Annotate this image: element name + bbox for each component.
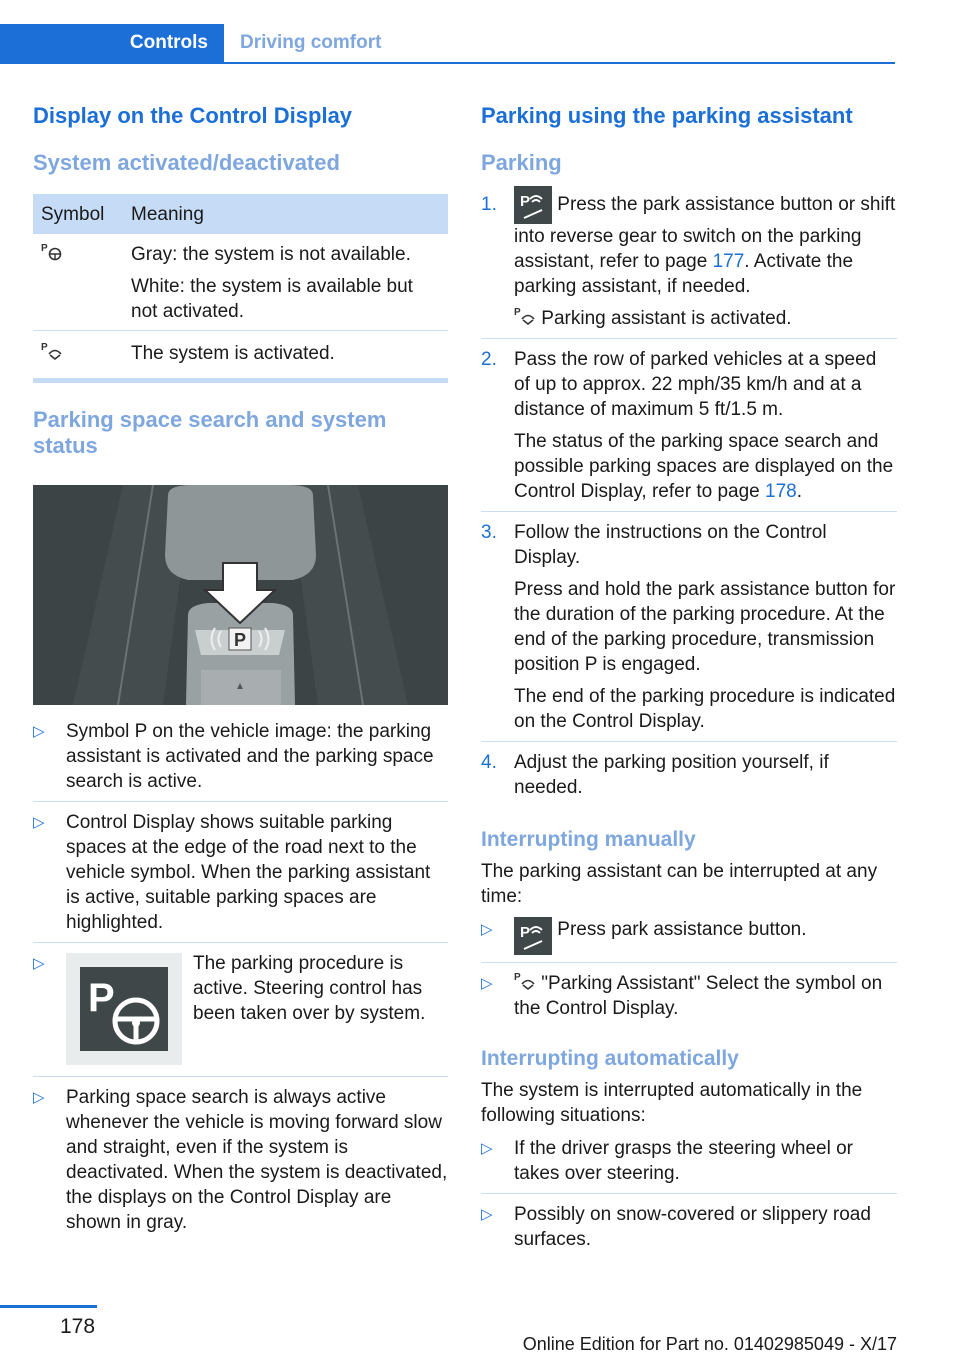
triangle-bullet-icon: ▷ bbox=[33, 955, 45, 972]
svg-text:P: P bbox=[514, 307, 521, 318]
steering-wheel-p-icon bbox=[66, 953, 182, 1065]
col-meaning-header: Meaning bbox=[123, 194, 448, 234]
page-link-177[interactable]: 177 bbox=[712, 251, 745, 272]
page-link-178[interactable]: 178 bbox=[765, 481, 797, 502]
list-item: 1. P Press the park assistance button or shift into reverse gear to switch on the parking assistant, refer to page 177. Activate the parking assistant, if needed. P Parking assistant is activated. bbox=[481, 192, 897, 339]
svg-text:P: P bbox=[88, 976, 115, 1020]
edition-footer: Online Edition for Part no. 01402985049 - X/17 bbox=[522, 1334, 897, 1354]
triangle-bullet-icon: ▷ bbox=[33, 723, 45, 740]
manual-bullet-list bbox=[481, 917, 897, 1028]
parking-search-illustration bbox=[33, 485, 448, 705]
tab-driving-comfort[interactable]: Driving comfort bbox=[240, 32, 382, 53]
page-number: 178 bbox=[60, 1315, 96, 1338]
triangle-bullet-icon: ▷ bbox=[33, 1089, 45, 1106]
park-assist-button-icon bbox=[514, 186, 552, 224]
parking-assistant-active-icon bbox=[41, 341, 63, 361]
subsection-title-interrupt-manual: Interrupting manually bbox=[481, 828, 696, 851]
auto-bullet-list bbox=[481, 1136, 897, 1259]
list-item: ▷ Parking space search is always active whenever the vehicle is moving forward slow and straight, even if the system is deactivated. When the system is deactivated, the displays on the Control Display are shown in gray. bbox=[33, 1087, 448, 1233]
parking-procedure-symbol bbox=[66, 953, 182, 1065]
triangle-bullet-icon: ▷ bbox=[481, 975, 493, 992]
section-title-display: Display on the Control Display bbox=[33, 103, 353, 128]
col-symbol-header: Symbol bbox=[33, 194, 123, 234]
list-item: 3. Follow the instructions on the Control Display. Press and hold the park assistance button for the duration of the parking procedure. At the end of the parking procedure, transmission position P is engaged. The end of the parking procedure is indicated on the Control Display. bbox=[481, 520, 897, 742]
list-item bbox=[33, 951, 448, 1077]
table-row bbox=[33, 331, 448, 379]
parking-steps bbox=[481, 192, 897, 807]
parking-assistant-gray-icon bbox=[41, 242, 63, 262]
tab-controls[interactable]: Controls bbox=[0, 24, 224, 62]
meaning-activated: The system is activated. bbox=[131, 343, 335, 364]
parking-assistant-active-icon bbox=[514, 971, 536, 991]
triangle-bullet-icon: ▷ bbox=[481, 921, 493, 938]
list-item: ▷ Symbol P on the vehicle image: the parking assistant is activated and the parking space search is active. bbox=[33, 719, 448, 802]
svg-text:P: P bbox=[520, 193, 531, 210]
table-bottom-rule bbox=[33, 378, 448, 383]
list-item: ▷ Control Display shows suitable parking spaces at the edge of the road next to the vehicle symbol. When the parking assistant is active, suitable parking spaces are highlighted. bbox=[33, 810, 448, 943]
triangle-bullet-icon: ▷ bbox=[481, 1140, 493, 1157]
chapter-tabs bbox=[0, 24, 895, 64]
status-bullet-list bbox=[33, 719, 448, 1242]
subsection-title-activated: System activated/deactivated bbox=[33, 150, 340, 175]
parking-assistant-active-icon bbox=[514, 306, 536, 326]
table-row bbox=[33, 234, 448, 331]
svg-text:P: P bbox=[41, 243, 48, 254]
list-item: 4. Adjust the parking position yourself, if needed. bbox=[481, 752, 829, 798]
left-column bbox=[33, 100, 448, 1250]
svg-text:P: P bbox=[41, 342, 48, 353]
symbol-table bbox=[33, 194, 448, 378]
list-item: ▷ If the driver grasps the steering wheel or takes over steering. bbox=[481, 1136, 897, 1194]
manual-intro: The parking assistant can be interrupted at any time: bbox=[481, 861, 878, 907]
meaning-white: White: the system is available but not activated. bbox=[131, 276, 413, 322]
subsection-title-parking: Parking bbox=[481, 150, 562, 175]
svg-text:P: P bbox=[514, 972, 521, 983]
right-column bbox=[481, 100, 897, 1267]
subsection-title-search-status: Parking space search and system status bbox=[33, 407, 387, 458]
triangle-bullet-icon: ▷ bbox=[33, 814, 45, 831]
meaning-gray: Gray: the system is not available. bbox=[131, 244, 411, 265]
park-assist-button-icon bbox=[514, 917, 552, 955]
auto-intro: The system is interrupted automatically in the following situations: bbox=[481, 1080, 863, 1126]
triangle-bullet-icon: ▷ bbox=[481, 1206, 493, 1223]
page-number-rule bbox=[0, 1305, 97, 1308]
control-display-figure bbox=[33, 485, 448, 705]
list-item: ▷ P Press park assistance button. bbox=[481, 917, 897, 963]
section-title-parking-assistant: Parking using the parking assistant bbox=[481, 103, 853, 128]
list-item: ▷ Possibly on snow-covered or slippery road surfaces. bbox=[481, 1204, 871, 1250]
parking-procedure-text: The parking procedure is active. Steering control has been taken over by system. bbox=[193, 953, 426, 1024]
list-item: ▷ P "Parking Assistant" Select the symbol on the Control Display. bbox=[481, 972, 883, 1019]
svg-text:P: P bbox=[520, 924, 531, 941]
vehicle-p-symbol: P bbox=[233, 630, 247, 650]
subsection-title-interrupt-auto: Interrupting automatically bbox=[481, 1047, 739, 1070]
list-item: 2. Pass the row of parked vehicles at a speed of up to approx. 22 mph/35 km/h and at a distance of maximum 5 ft/1.5 m. The status of the parking space search and possible parking spaces are displayed on the Control Display, refer to page 178. bbox=[481, 347, 897, 512]
